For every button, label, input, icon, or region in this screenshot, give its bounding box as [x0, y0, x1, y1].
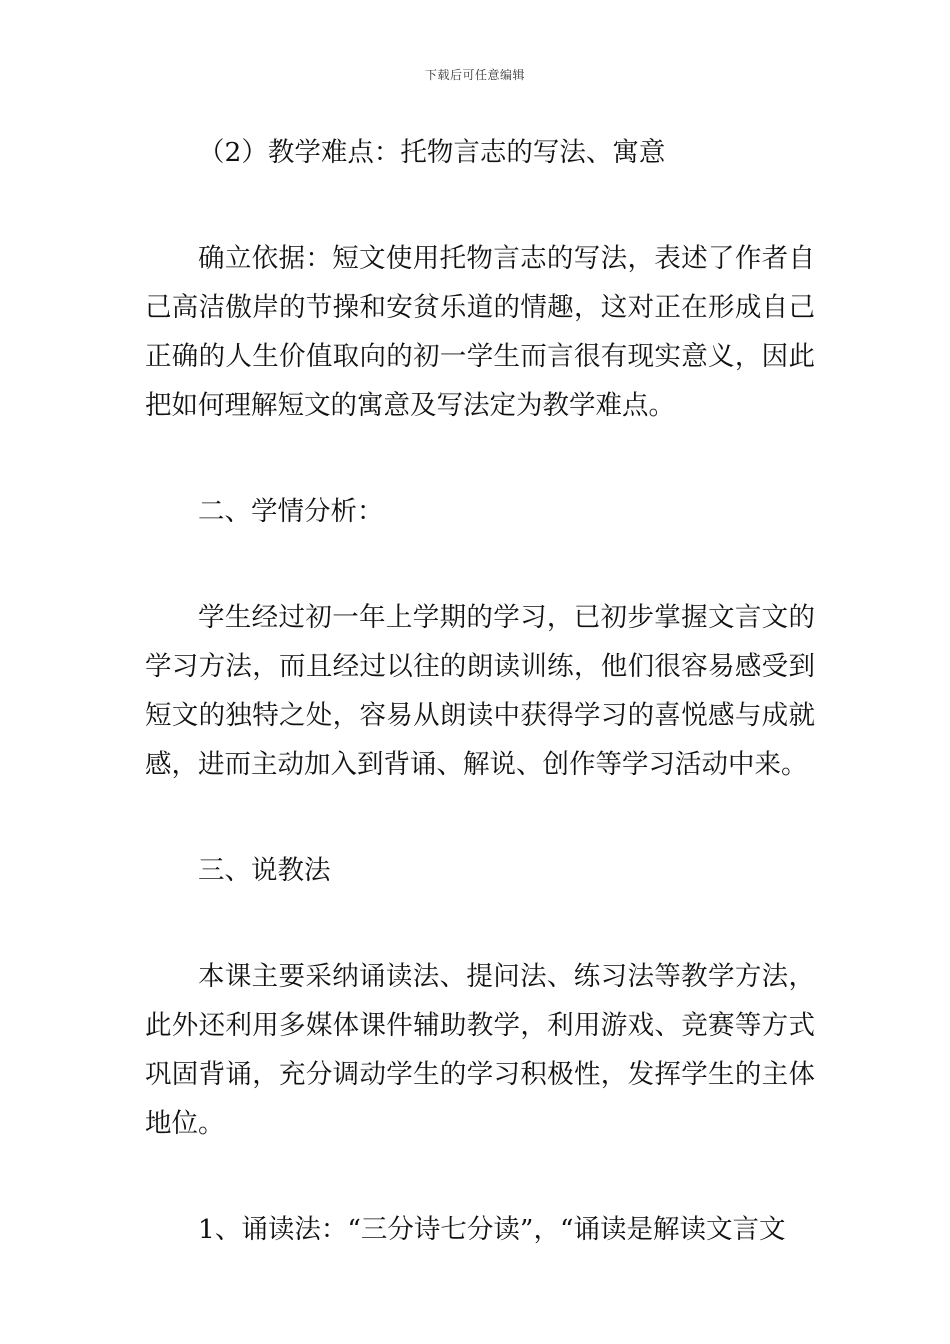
paragraph-teaching-method: 本课主要采纳诵读法、提问法、练习法等教学方法，此外还利用多媒体课件辅助教学，利用游戏、竞赛等方式巩固背诵，充分调动学生的学习积极性，发挥学生的主体地位。	[145, 961, 815, 1139]
heading-student-analysis: 二、学情分析：	[198, 496, 384, 527]
heading-teaching-method: 三、说教法	[198, 855, 331, 886]
page-header: 下载后可任意编辑	[424, 68, 525, 82]
document-body	[145, 128, 815, 1254]
paragraph-difficulty: （2）教学难点：托物言志的写法、寓意	[198, 137, 666, 168]
paragraph-basis: 确立依据：短文使用托物言志的写法，表述了作者自己高洁傲岸的节操和安贫乐道的情趣，这对正在形成自己正确的人生价值取向的初一学生而言很有现实意义，因此把如何理解短文的寓意及写法定为教学难点。	[145, 243, 815, 421]
paragraph-student-analysis: 学生经过初一年上学期的学习，已初步掌握文言文的学习方法，而且经过以往的朗读训练，他们很容易感受到短文的独特之处，容易从朗读中获得学习的喜悦感与成就感，进而主动加入到背诵、解说、创作等学习活动中来。	[145, 602, 815, 780]
paragraph-recitation-method: 1、诵读法：“三分诗七分读”，“诵读是解读文言文	[198, 1214, 786, 1245]
